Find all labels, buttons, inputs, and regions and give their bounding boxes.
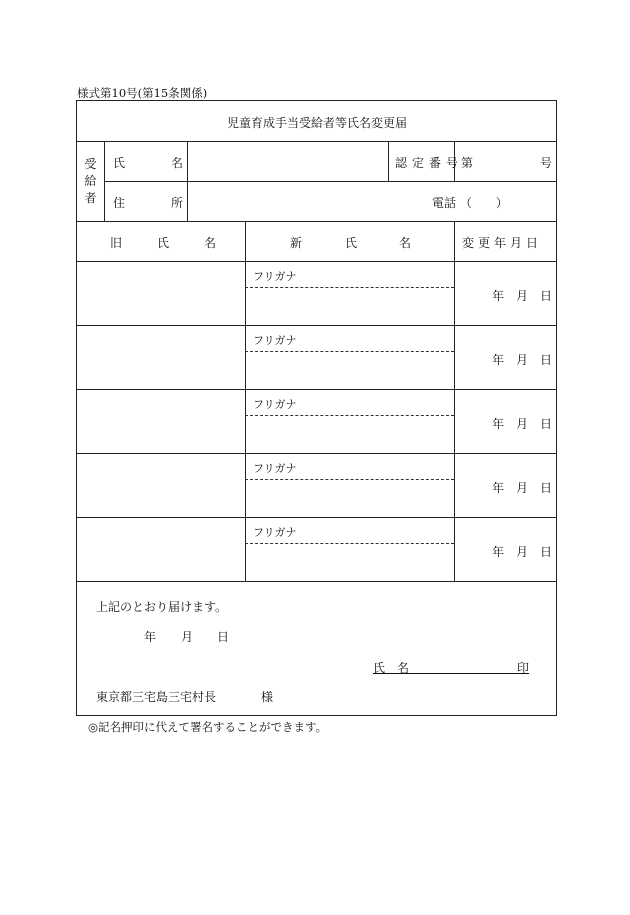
divider bbox=[245, 221, 246, 581]
form-sheet bbox=[76, 100, 557, 716]
divider bbox=[77, 453, 556, 454]
col-old-name-3: 名 bbox=[204, 236, 217, 250]
furigana-label: フリガナ bbox=[253, 462, 297, 475]
signature-line bbox=[373, 659, 529, 676]
cert-number-label: 認定番号 bbox=[395, 156, 464, 170]
divider bbox=[187, 141, 188, 221]
addressee: 東京都三宅島三宅村長 bbox=[96, 690, 217, 704]
divider bbox=[77, 325, 556, 326]
furigana-label: フリガナ bbox=[253, 398, 297, 411]
furigana-label: フリガナ bbox=[253, 526, 297, 539]
furigana-label: フリガナ bbox=[253, 334, 297, 347]
form-title: 児童育成手当受給者等氏名変更届 bbox=[226, 116, 408, 130]
name-label-1: 氏 bbox=[113, 156, 126, 170]
signer-label: 氏 名 bbox=[373, 661, 410, 675]
footnote: ◎記名押印に代えて署名することができます。 bbox=[88, 720, 328, 734]
name-label-2: 名 bbox=[171, 156, 184, 170]
change-date-value: 年 月 日 bbox=[492, 353, 553, 367]
recipient-label-char: 給 bbox=[84, 173, 97, 188]
change-date-value: 年 月 日 bbox=[492, 481, 553, 495]
furigana-divider bbox=[245, 479, 454, 480]
signature-underline bbox=[409, 661, 517, 675]
divider bbox=[104, 141, 105, 221]
col-new-name-1: 新 bbox=[290, 236, 303, 250]
furigana-label: フリガナ bbox=[253, 270, 297, 283]
divider bbox=[77, 261, 556, 262]
divider bbox=[77, 221, 556, 222]
honorific: 様 bbox=[261, 690, 274, 704]
col-new-name-2: 氏 bbox=[345, 236, 358, 250]
recipient-label bbox=[77, 141, 104, 221]
col-change-date: 変更年月日 bbox=[462, 236, 543, 250]
furigana-divider bbox=[245, 415, 454, 416]
recipient-label-char: 受 bbox=[84, 156, 97, 171]
divider bbox=[388, 141, 389, 181]
change-date-value: 年 月 日 bbox=[492, 289, 553, 303]
furigana-divider bbox=[245, 351, 454, 352]
address-label-2: 所 bbox=[171, 196, 184, 210]
divider bbox=[77, 581, 556, 582]
date-year: 年 bbox=[144, 630, 157, 644]
seal-label: 印 bbox=[517, 661, 530, 675]
col-old-name-2: 氏 bbox=[157, 236, 170, 250]
cert-go: 号 bbox=[540, 156, 553, 170]
change-date-value: 年 月 日 bbox=[492, 417, 553, 431]
col-old-name-1: 旧 bbox=[110, 236, 123, 250]
notice-text: 上記のとおり届けます。 bbox=[96, 600, 228, 614]
date-month: 月 bbox=[181, 630, 194, 644]
date-day: 日 bbox=[217, 630, 230, 644]
phone-label: 電話 （ ） bbox=[432, 196, 508, 210]
divider bbox=[454, 221, 455, 581]
furigana-divider bbox=[245, 543, 454, 544]
recipient-label-char: 者 bbox=[84, 190, 97, 205]
change-date-value: 年 月 日 bbox=[492, 545, 553, 559]
form-number: 様式第10号(第15条関係) bbox=[77, 86, 208, 100]
divider bbox=[104, 181, 556, 182]
divider bbox=[77, 141, 556, 142]
cert-dai: 第 bbox=[461, 156, 474, 170]
furigana-divider bbox=[245, 287, 454, 288]
address-label-1: 住 bbox=[113, 196, 126, 210]
col-new-name-3: 名 bbox=[399, 236, 412, 250]
divider bbox=[77, 517, 556, 518]
divider bbox=[77, 389, 556, 390]
